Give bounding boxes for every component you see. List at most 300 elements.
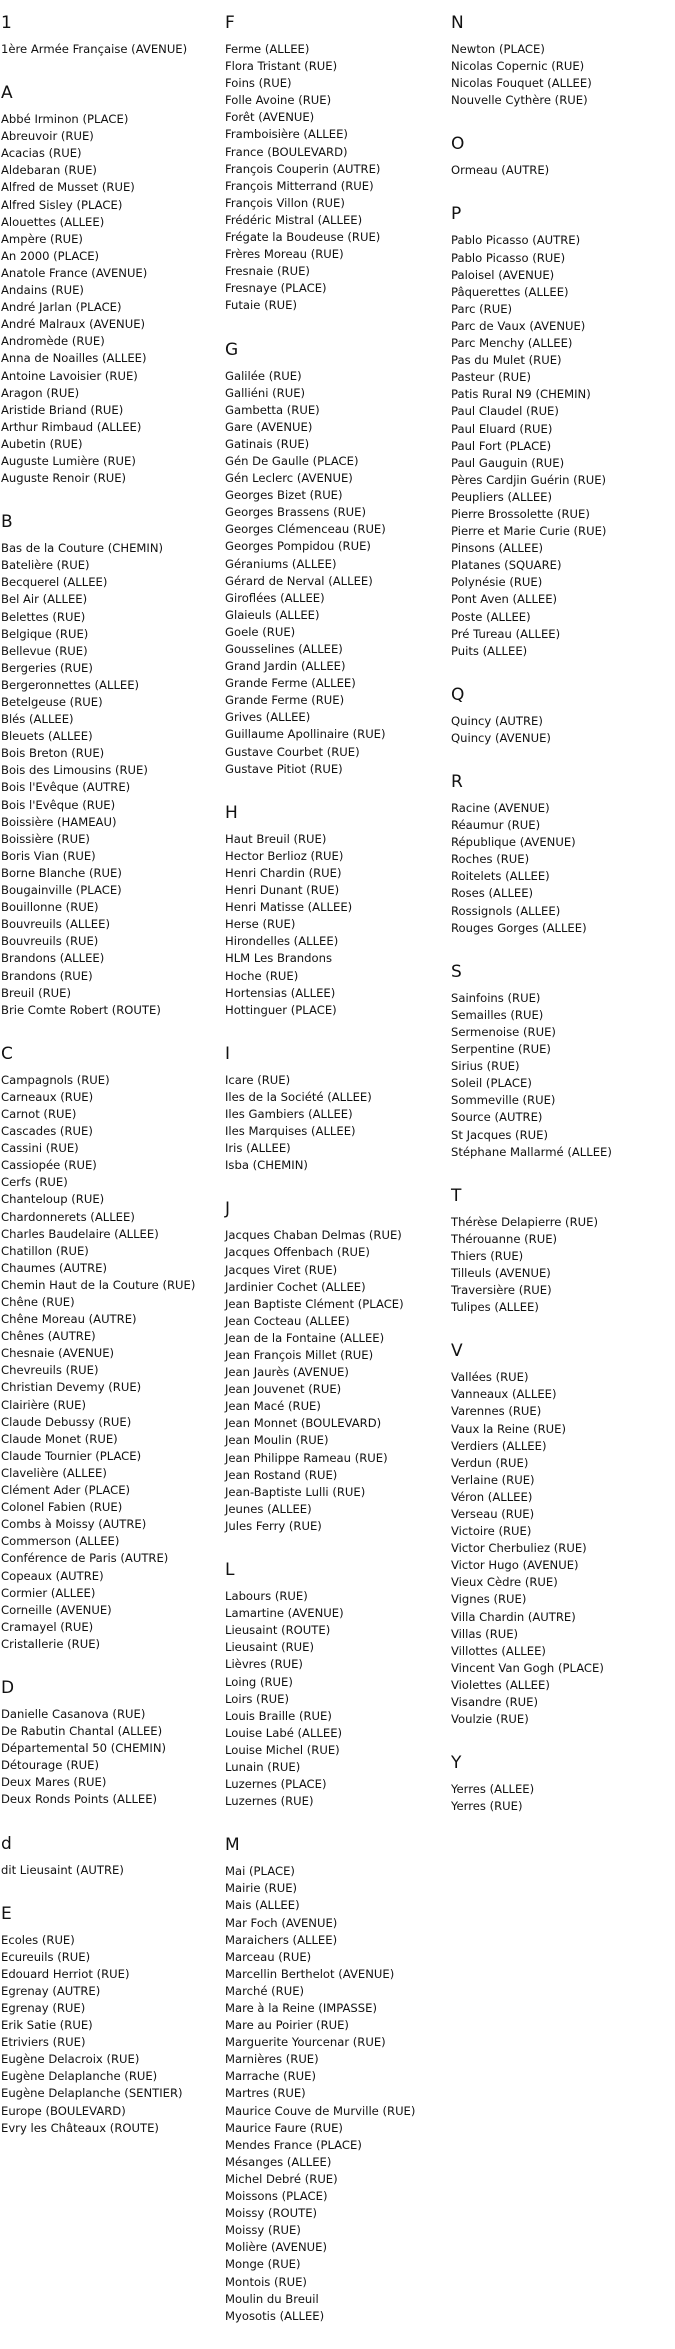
street-item: Vignes (RUE) xyxy=(451,1592,527,1607)
street-item: Poste (ALLEE) xyxy=(451,609,531,624)
street-item: Galliéni (RUE) xyxy=(225,385,306,400)
section-letter-heading: H xyxy=(225,802,238,823)
street-item: Pères Cardjin Guérin (RUE) xyxy=(451,472,607,487)
street-list xyxy=(451,41,671,109)
street-list xyxy=(225,368,445,778)
street-item: Maurice Faure (RUE) xyxy=(225,2120,343,2135)
street-item: Breuil (RUE) xyxy=(1,985,71,1000)
street-item: Andromède (RUE) xyxy=(1,334,105,349)
street-item: Copeaux (AUTRE) xyxy=(1,1568,104,1583)
letter-section xyxy=(1,1833,221,1879)
street-item: Martres (RUE) xyxy=(225,2086,306,2101)
street-item: Moulin du Breuil xyxy=(225,2291,319,2306)
street-item: François Mitterrand (RUE) xyxy=(225,178,374,193)
section-letter-heading: N xyxy=(451,13,464,33)
street-item: Villas (RUE) xyxy=(451,1626,519,1641)
street-item: Charles Baudelaire (ALLEE) xyxy=(1,1226,159,1241)
street-item: Nicolas Copernic (RUE) xyxy=(451,59,585,74)
street-item: Gousselines (ALLEE) xyxy=(225,642,343,656)
street-item: Georges Clémenceau (RUE) xyxy=(225,522,386,537)
street-item: Ecureuils (RUE) xyxy=(1,1949,91,1964)
street-item: Campagnols (RUE) xyxy=(1,1072,110,1087)
street-list xyxy=(1,1932,221,2137)
letter-section xyxy=(451,133,671,179)
street-item: Sermenoise (RUE) xyxy=(451,1024,556,1039)
street-item: Clément Ader (PLACE) xyxy=(1,1483,131,1498)
street-item: 1ère Armée Française (AVENUE) xyxy=(1,42,188,56)
street-item: Chaumes (AUTRE) xyxy=(1,1260,107,1275)
street-item: Lunain (RUE) xyxy=(225,1759,301,1774)
street-list xyxy=(451,800,671,937)
street-item: Source (AUTRE) xyxy=(451,1110,543,1125)
section-letter-heading: R xyxy=(451,772,463,792)
street-item: Michel Debré (RUE) xyxy=(225,2171,338,2186)
street-item: Iles Gambiers (ALLEE) xyxy=(225,1106,353,1121)
street-item: Batelière (RUE) xyxy=(1,558,90,573)
street-item: Patis Rural N9 (CHEMIN) xyxy=(451,387,591,402)
street-item: Foins (RUE) xyxy=(225,76,292,91)
street-item: Haut Breuil (RUE) xyxy=(225,831,327,846)
letter-section xyxy=(451,684,671,747)
street-item: Clairière (RUE) xyxy=(1,1397,87,1412)
street-item: Victor Hugo (AVENUE) xyxy=(451,1558,579,1573)
section-letter-heading: J xyxy=(225,1199,231,1220)
street-item: Christian Devemy (RUE) xyxy=(1,1380,142,1395)
street-item: Jean Monnet (BOULEVARD) xyxy=(225,1416,382,1431)
street-item: Lieusaint (ROUTE) xyxy=(225,1623,331,1638)
street-item: Parc Menchy (ALLEE) xyxy=(451,336,573,351)
street-item: Gérard de Nerval (ALLEE) xyxy=(225,573,373,588)
street-list xyxy=(451,1214,671,1317)
letter-section xyxy=(1,1903,221,2137)
street-item: Egrenay (AUTRE) xyxy=(1,1983,101,1998)
street-item: Borne Blanche (RUE) xyxy=(1,865,122,880)
street-item: Quincy (AUTRE) xyxy=(451,713,543,728)
street-item: Evry les Châteaux (ROUTE) xyxy=(1,2120,159,2135)
street-item: Géraniums (ALLEE) xyxy=(225,556,337,571)
street-item: Louise Michel (RUE) xyxy=(225,1742,340,1757)
street-item: Marché (RUE) xyxy=(225,1983,305,1998)
street-item: Jean Philippe Rameau (RUE) xyxy=(225,1450,388,1465)
street-item: Anna de Noailles (ALLEE) xyxy=(1,351,147,366)
street-item: Jean-Baptiste Lulli (RUE) xyxy=(225,1484,366,1499)
street-item: Deux Ronds Points (ALLEE) xyxy=(1,1792,158,1807)
section-letter-heading: A xyxy=(1,83,13,104)
letter-section xyxy=(451,1752,671,1815)
street-item: République (AVENUE) xyxy=(451,835,576,850)
street-item: Blés (ALLEE) xyxy=(1,712,74,727)
section-letter-heading: I xyxy=(225,1043,231,1064)
street-item: Louis Braille (RUE) xyxy=(225,1708,332,1723)
street-item: Gustave Courbet (RUE) xyxy=(225,744,360,759)
street-item: Belettes (RUE) xyxy=(1,609,86,624)
street-item: Folle Avoine (RUE) xyxy=(225,93,332,108)
street-list xyxy=(451,990,671,1161)
street-item: Monge (RUE) xyxy=(225,2257,301,2272)
street-item: Verseau (RUE) xyxy=(451,1507,535,1521)
street-item: Hector Berlioz (RUE) xyxy=(225,848,344,863)
street-item: Hoche (RUE) xyxy=(225,968,299,983)
street-item: Iles Marquises (ALLEE) xyxy=(225,1124,356,1139)
letter-section xyxy=(1,1043,221,1653)
street-item: Mai (PLACE) xyxy=(225,1864,295,1879)
letter-section xyxy=(1,1677,221,1809)
street-item: Ampère (RUE) xyxy=(1,231,83,246)
street-item: Victor Cherbuliez (RUE) xyxy=(451,1541,587,1556)
street-item: Cassiopée (RUE) xyxy=(1,1158,97,1173)
street-item: Gustave Pitiot (RUE) xyxy=(225,761,343,776)
street-list xyxy=(1,1862,221,1879)
street-item: Stéphane Mallarmé (ALLEE) xyxy=(451,1144,612,1159)
street-item: Parc de Vaux (AVENUE) xyxy=(451,318,586,333)
street-item: Visandre (RUE) xyxy=(451,1695,538,1710)
street-item: Iles de la Société (ALLEE) xyxy=(225,1089,372,1104)
street-item: Chêne Moreau (AUTRE) xyxy=(1,1312,137,1327)
street-item: Louise Labé (ALLEE) xyxy=(225,1725,343,1740)
street-item: Paul Fort (PLACE) xyxy=(451,438,552,453)
street-item: Bas de la Couture (CHEMIN) xyxy=(1,541,164,556)
street-item: Tilleuls (AVENUE) xyxy=(451,1265,551,1280)
street-item: Racine (AVENUE) xyxy=(451,801,550,815)
section-letter-heading: F xyxy=(225,13,235,33)
street-item: Jean François Millet (RUE) xyxy=(225,1348,374,1362)
street-item: Frégate la Boudeuse (RUE) xyxy=(225,230,381,245)
street-item: Futaie (RUE) xyxy=(225,298,297,313)
street-item: Thiers (RUE) xyxy=(451,1248,524,1263)
street-item: Moissons (PLACE) xyxy=(225,2189,328,2204)
street-item: Hirondelles (ALLEE) xyxy=(225,934,339,949)
street-item: Molière (AVENUE) xyxy=(225,2240,327,2255)
street-item: Bellevue (RUE) xyxy=(1,643,88,658)
letter-section xyxy=(451,1185,671,1317)
street-item: Hortensias (ALLEE) xyxy=(225,985,336,1000)
street-item: Mais (ALLEE) xyxy=(225,1898,300,1913)
street-list xyxy=(225,831,445,1019)
street-item: Victoire (RUE) xyxy=(451,1524,532,1539)
street-item: Cristallerie (RUE) xyxy=(1,1636,101,1651)
street-item: Isba (CHEMIN) xyxy=(225,1158,308,1173)
street-item: Chanteloup (RUE) xyxy=(1,1192,105,1207)
street-item: Gare (AVENUE) xyxy=(225,419,313,434)
street-list xyxy=(225,1863,445,2325)
section-letter-heading: T xyxy=(451,1185,462,1206)
street-item: Danielle Casanova (RUE) xyxy=(1,1706,146,1721)
street-item: Marguerite Yourcenar (RUE) xyxy=(225,2035,386,2050)
street-item: Egrenay (RUE) xyxy=(1,2001,86,2015)
letter-section xyxy=(1,12,221,58)
street-item: Yerres (RUE) xyxy=(451,1799,523,1814)
street-item: Claude Tournier (PLACE) xyxy=(1,1448,142,1463)
street-item: Cormier (ALLEE) xyxy=(1,1585,96,1600)
street-item: Boissière (RUE) xyxy=(1,831,90,846)
street-item: Pas du Mulet (RUE) xyxy=(451,353,562,368)
letter-section xyxy=(225,12,445,315)
street-list xyxy=(1,1072,221,1653)
street-item: Gén Leclerc (AVENUE) xyxy=(225,471,353,486)
street-item: Paloisel (AVENUE) xyxy=(451,267,555,282)
street-item: Pâquerettes (ALLEE) xyxy=(451,284,569,299)
street-item: Détourage (RUE) xyxy=(1,1758,100,1773)
street-item: Aldebaran (RUE) xyxy=(1,163,97,178)
street-item: Thérèse Delapierre (RUE) xyxy=(451,1214,598,1229)
street-item: Pierre Brossolette (RUE) xyxy=(451,506,590,521)
street-item: Chemin Haut de la Couture (RUE) xyxy=(1,1277,196,1292)
street-item: Paul Gauguin (RUE) xyxy=(451,455,565,470)
street-item: Roses (ALLEE) xyxy=(451,886,534,901)
street-item: Brandons (ALLEE) xyxy=(1,951,105,966)
street-item: Bergeries (RUE) xyxy=(1,660,93,675)
section-letter-heading: M xyxy=(225,1835,240,1856)
street-item: Rouges Gorges (ALLEE) xyxy=(451,920,587,935)
street-item: Traversière (RUE) xyxy=(451,1283,552,1298)
street-item: Bel Air (ALLEE) xyxy=(1,592,88,607)
street-item: Antoine Lavoisier (RUE) xyxy=(1,368,138,383)
street-item: Soleil (PLACE) xyxy=(451,1076,532,1091)
street-item: Arthur Rimbaud (ALLEE) xyxy=(1,419,142,434)
street-item: Claude Monet (RUE) xyxy=(1,1431,118,1446)
street-item: Forêt (AVENUE) xyxy=(225,110,315,125)
street-item: Moissy (ROUTE) xyxy=(225,2206,318,2221)
street-item: Erik Satie (RUE) xyxy=(1,2018,93,2033)
street-item: Aragon (RUE) xyxy=(1,385,80,400)
street-item: Chênes (AUTRE) xyxy=(1,1329,96,1344)
street-item: Serpentine (RUE) xyxy=(451,1042,551,1057)
street-item: Auguste Lumière (RUE) xyxy=(1,453,136,468)
street-item: Bouvreuils (RUE) xyxy=(1,934,99,949)
street-item: Mendes France (PLACE) xyxy=(225,2137,362,2152)
street-item: Lieusaint (RUE) xyxy=(225,1640,315,1655)
street-item: Moissy (RUE) xyxy=(225,2223,301,2238)
section-letter-heading: Y xyxy=(451,1753,462,1774)
street-item: Grand Jardin (ALLEE) xyxy=(225,659,346,674)
street-item: Eugène Delacroix (RUE) xyxy=(1,2052,140,2067)
street-item: Becquerel (ALLEE) xyxy=(1,575,108,590)
street-item: Europe (BOULEVARD) xyxy=(1,2103,126,2118)
street-item: Georges Bizet (RUE) xyxy=(225,488,343,503)
street-item: Anatole France (AVENUE) xyxy=(1,265,148,280)
section-letter-heading: d xyxy=(1,1833,12,1854)
street-item: Chevreuils (RUE) xyxy=(1,1363,99,1378)
street-item: Bois l'Evêque (RUE) xyxy=(1,797,116,812)
street-item: Jean Jaurès (AVENUE) xyxy=(225,1365,349,1380)
street-item: Tulipes (ALLEE) xyxy=(451,1300,539,1315)
street-item: Chardonnerets (ALLEE) xyxy=(1,1209,135,1224)
street-item: Iris (ALLEE) xyxy=(225,1141,291,1156)
street-item: Verlaine (RUE) xyxy=(451,1472,535,1487)
street-item: Mare au Poirier (RUE) xyxy=(225,2018,349,2033)
street-item: HLM Les Brandons xyxy=(225,951,332,966)
street-item: Pont Aven (ALLEE) xyxy=(451,592,558,607)
street-item: Hottinguer (PLACE) xyxy=(225,1002,337,1017)
letter-section xyxy=(225,1559,445,1810)
street-item: Platanes (SQUARE) xyxy=(451,558,562,573)
street-item: Newton (PLACE) xyxy=(451,42,545,56)
letter-section xyxy=(451,12,671,109)
street-item: Puits (ALLEE) xyxy=(451,643,528,658)
street-item: Commerson (ALLEE) xyxy=(1,1534,120,1549)
street-item: Luzernes (PLACE) xyxy=(225,1777,327,1792)
street-item: Claude Debussy (RUE) xyxy=(1,1414,132,1429)
letter-section xyxy=(225,1198,445,1535)
street-item: Chêne (RUE) xyxy=(1,1295,75,1309)
street-item: Violettes (ALLEE) xyxy=(451,1677,550,1692)
street-item: Sommeville (RUE) xyxy=(451,1093,556,1108)
letter-section xyxy=(225,339,445,778)
letter-section xyxy=(1,511,221,1019)
street-item: André Jarlan (PLACE) xyxy=(1,300,122,315)
street-item: Marceau (RUE) xyxy=(225,1949,312,1964)
section-letter-heading: 1 xyxy=(1,13,12,33)
street-item: Bouvreuils (ALLEE) xyxy=(1,917,110,932)
street-item: François Couperin (AUTRE) xyxy=(225,161,381,176)
section-letter-heading: P xyxy=(451,204,462,225)
section-letter-heading: D xyxy=(1,1677,15,1698)
street-item: Betelgeuse (RUE) xyxy=(1,695,103,709)
street-item: Jacques Viret (RUE) xyxy=(225,1262,338,1277)
street-item: Pasteur (RUE) xyxy=(451,370,532,385)
section-letter-heading: Q xyxy=(451,684,465,705)
street-list xyxy=(451,232,671,659)
street-item: Bouillonne (RUE) xyxy=(1,900,99,915)
street-item: Goele (RUE) xyxy=(225,624,296,639)
street-item: Glaieuls (ALLEE) xyxy=(225,607,320,622)
street-item: Belgique (RUE) xyxy=(1,626,89,641)
street-item: Frères Moreau (RUE) xyxy=(225,247,344,262)
street-item: Chesnaie (AVENUE) xyxy=(1,1346,115,1361)
street-item: Bois Breton (RUE) xyxy=(1,746,105,761)
street-item: St Jacques (RUE) xyxy=(451,1127,548,1142)
section-letter-heading: S xyxy=(451,961,462,982)
street-item: Labours (RUE) xyxy=(225,1589,308,1604)
street-item: Henri Matisse (ALLEE) xyxy=(225,900,353,915)
street-item: Abbé Irminon (PLACE) xyxy=(1,112,129,127)
street-item: Mare à la Reine (IMPASSE) xyxy=(225,2001,377,2015)
street-item: Gatinais (RUE) xyxy=(225,436,310,451)
street-item: France (BOULEVARD) xyxy=(225,144,348,159)
street-item: Pablo Picasso (AUTRE) xyxy=(451,233,581,248)
street-item: Edouard Herriot (RUE) xyxy=(1,1966,130,1981)
street-item: Cramayel (RUE) xyxy=(1,1619,94,1634)
street-item: Jacques Chaban Delmas (RUE) xyxy=(225,1228,402,1243)
street-item: Fresnaye (PLACE) xyxy=(225,281,327,296)
section-letter-heading: G xyxy=(225,339,239,360)
street-list xyxy=(451,713,671,747)
street-item: Guillaume Apollinaire (RUE) xyxy=(225,727,386,742)
street-index-column-3 xyxy=(451,12,671,1815)
letter-section xyxy=(451,771,671,937)
street-item: Maurice Couve de Murville (RUE) xyxy=(225,2103,416,2118)
street-item: Jean Moulin (RUE) xyxy=(225,1433,329,1448)
street-item: Aristide Briand (RUE) xyxy=(1,402,124,417)
street-list xyxy=(225,1588,445,1810)
street-item: De Rabutin Chantal (ALLEE) xyxy=(1,1724,163,1739)
street-item: André Malraux (AVENUE) xyxy=(1,317,146,332)
street-item: Etriviers (RUE) xyxy=(1,2035,86,2050)
street-item: Auguste Renoir (RUE) xyxy=(1,471,127,486)
section-letter-heading: V xyxy=(451,1341,463,1362)
street-item: Verdiers (ALLEE) xyxy=(451,1438,547,1453)
street-item: Bougainville (PLACE) xyxy=(1,883,122,898)
street-item: Andains (RUE) xyxy=(1,283,84,298)
street-item: Loirs (RUE) xyxy=(225,1691,289,1706)
street-item: Boissière (HAMEAU) xyxy=(1,814,117,829)
street-item: Pierre et Marie Curie (RUE) xyxy=(451,524,607,539)
street-item: Galilée (RUE) xyxy=(225,368,302,383)
street-list xyxy=(225,1072,445,1175)
street-item: Georges Brassens (RUE) xyxy=(225,505,367,520)
street-item: Départemental 50 (CHEMIN) xyxy=(1,1741,167,1756)
street-item: Grives (ALLEE) xyxy=(225,710,311,725)
street-item: Jardinier Cochet (ALLEE) xyxy=(225,1279,366,1294)
street-item: Carnot (RUE) xyxy=(1,1106,77,1121)
street-item: Yerres (ALLEE) xyxy=(451,1782,535,1797)
street-item: Luzernes (RUE) xyxy=(225,1794,314,1809)
street-item: Henri Chardin (RUE) xyxy=(225,865,342,880)
letter-section xyxy=(225,1834,445,2325)
street-item: Verdun (RUE) xyxy=(451,1455,529,1470)
street-index-column-2 xyxy=(225,12,445,2325)
street-list xyxy=(1,111,221,487)
street-item: Cassini (RUE) xyxy=(1,1141,79,1156)
street-item: Fresnaie (RUE) xyxy=(225,264,310,279)
street-item: Jean Macé (RUE) xyxy=(225,1399,321,1414)
section-letter-heading: O xyxy=(451,134,465,155)
street-item: Myosotis (ALLEE) xyxy=(225,2308,325,2323)
street-item: Jules Ferry (RUE) xyxy=(225,1518,322,1533)
street-item: Bleuets (ALLEE) xyxy=(1,729,93,744)
street-item: Varennes (RUE) xyxy=(451,1404,542,1419)
street-item: Pablo Picasso (RUE) xyxy=(451,250,566,265)
letter-section xyxy=(451,203,671,659)
street-list xyxy=(1,540,221,1019)
street-item: Ferme (ALLEE) xyxy=(225,42,310,56)
street-item: Giroflées (ALLEE) xyxy=(225,590,325,605)
street-item: Lièvres (RUE) xyxy=(225,1657,303,1672)
street-item: Boris Vian (RUE) xyxy=(1,848,96,863)
street-item: Voulzie (RUE) xyxy=(451,1712,529,1727)
street-index-column-1 xyxy=(1,12,221,2137)
street-item: Semailles (RUE) xyxy=(451,1007,544,1022)
street-item: Carneaux (RUE) xyxy=(1,1089,94,1104)
street-item: François Villon (RUE) xyxy=(225,195,345,210)
street-item: Flora Tristant (RUE) xyxy=(225,59,338,74)
street-item: Parc (RUE) xyxy=(451,301,513,316)
street-item: Paul Eluard (RUE) xyxy=(451,421,553,436)
street-item: Marnières (RUE) xyxy=(225,2052,319,2067)
street-item: Vieux Cèdre (RUE) xyxy=(451,1575,558,1590)
street-item: Bois des Limousins (RUE) xyxy=(1,763,148,778)
letter-section xyxy=(1,82,221,487)
street-list xyxy=(451,1369,671,1728)
section-letter-heading: L xyxy=(225,1560,235,1581)
street-item: Combs à Moissy (AUTRE) xyxy=(1,1517,147,1532)
street-list xyxy=(1,1706,221,1809)
section-letter-heading: E xyxy=(1,1903,12,1924)
street-item: Ormeau (AUTRE) xyxy=(451,163,550,178)
street-item: Jean Baptiste Clément (PLACE) xyxy=(225,1296,404,1311)
street-item: Eugène Delaplanche (RUE) xyxy=(1,2069,158,2084)
street-item: Conférence de Paris (AUTRE) xyxy=(1,1551,169,1566)
street-list xyxy=(225,41,445,315)
street-item: Corneille (AVENUE) xyxy=(1,1602,112,1617)
street-item: Quincy (AVENUE) xyxy=(451,730,551,745)
street-item: Mésanges (ALLEE) xyxy=(225,2154,332,2169)
street-item: Roches (RUE) xyxy=(451,852,530,867)
street-item: Vanneaux (ALLEE) xyxy=(451,1387,557,1402)
street-item: Peupliers (ALLEE) xyxy=(451,489,553,504)
street-item: Mairie (RUE) xyxy=(225,1881,298,1896)
street-item: Eugène Delaplanche (SENTIER) xyxy=(1,2086,183,2101)
